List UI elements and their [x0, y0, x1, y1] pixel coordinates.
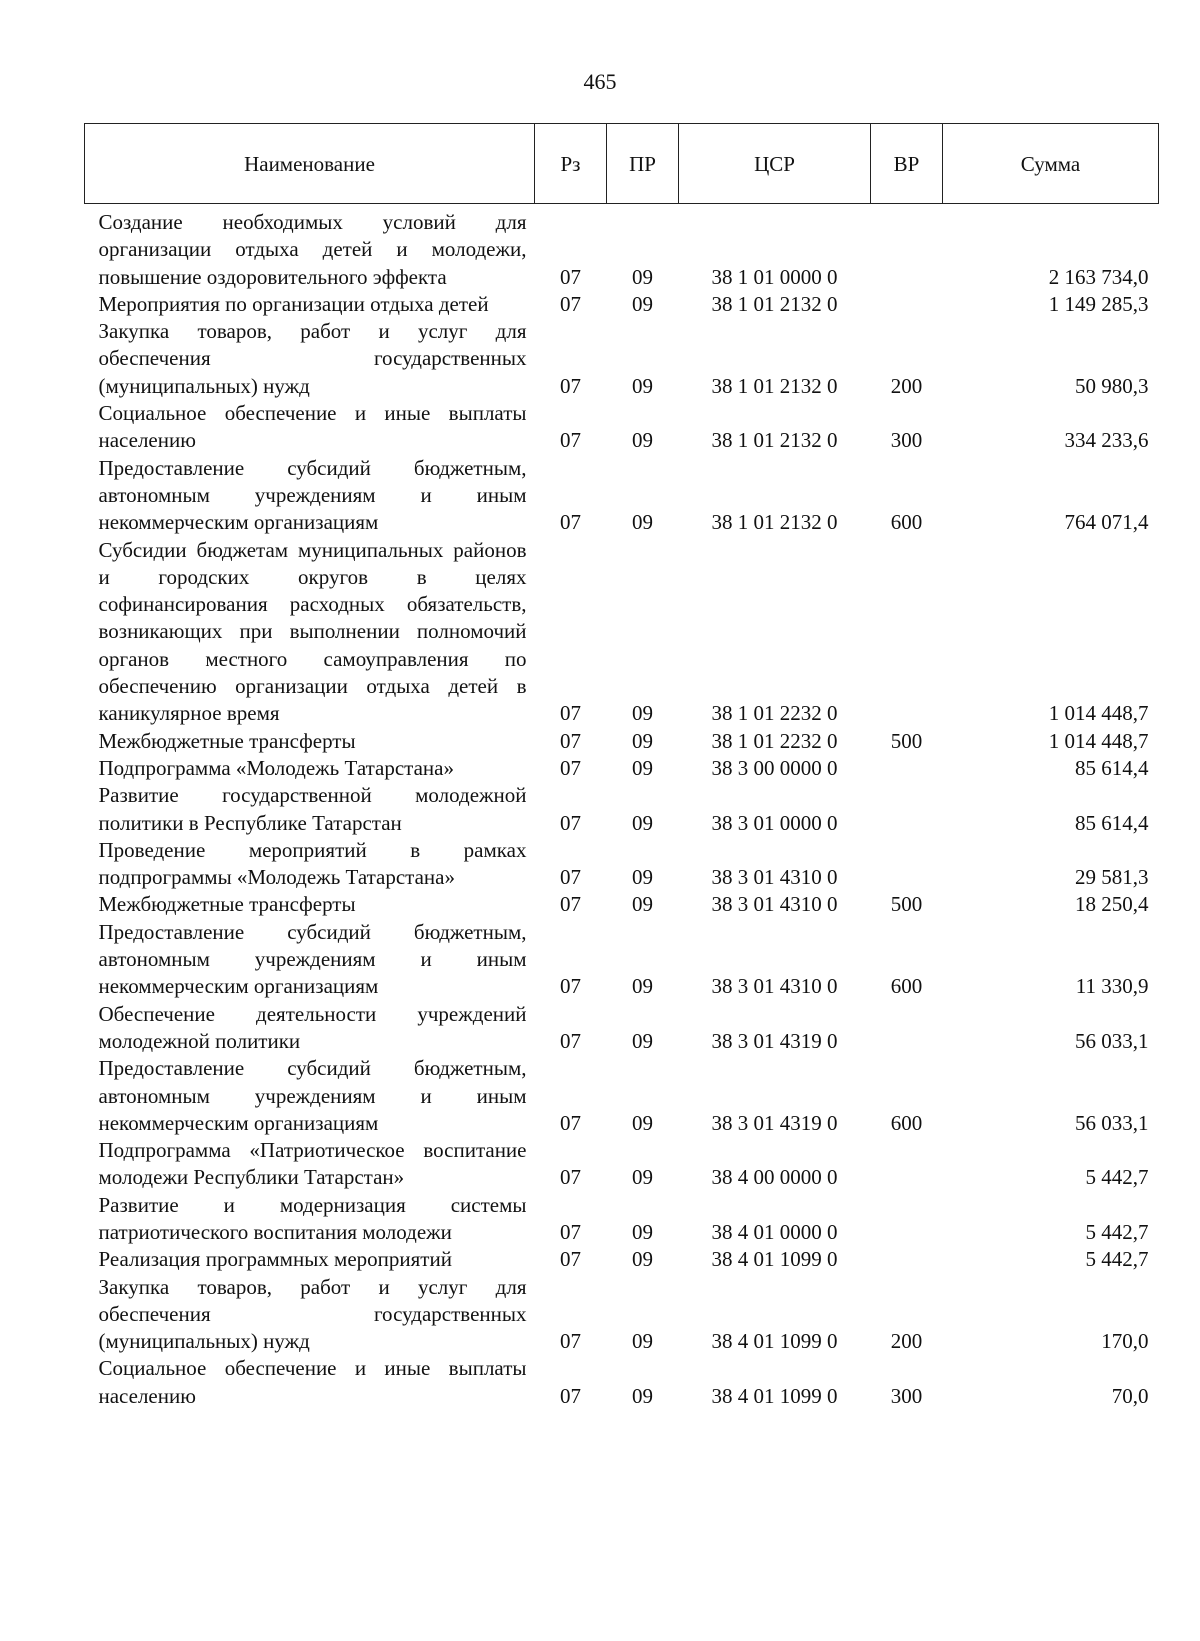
table-row: [85, 204, 1159, 291]
cell-pr: 09: [632, 373, 653, 398]
cell-name: Закупка товаров, работ и услуг для обеспечения государственных (муниципальных) нужд: [98, 1274, 527, 1354]
cell-csr: 38 3 01 4319 0: [711, 1110, 838, 1135]
cell-csr: 38 3 01 4310 0: [711, 974, 838, 999]
cell-rz: 07: [560, 1110, 581, 1135]
cell-sum: 85 614,4: [1075, 810, 1149, 835]
cell-rz: 07: [560, 755, 581, 780]
cell-name: Реализация программных мероприятий: [98, 1247, 452, 1272]
cell-vr: 500: [890, 892, 923, 917]
cell-sum: 334 233,6: [1064, 428, 1149, 453]
cell-csr: 38 3 01 4310 0: [711, 865, 838, 890]
cell-pr: 09: [632, 1165, 653, 1190]
cell-vr: [871, 1192, 943, 1247]
cell-rz: 07: [560, 865, 581, 890]
cell-vr: 300: [890, 428, 923, 453]
cell-sum: 56 033,1: [1075, 1110, 1149, 1135]
cell-pr: 09: [632, 291, 653, 316]
table-row: [85, 1137, 1159, 1192]
cell-name: Межбюджетные трансферты: [98, 728, 356, 753]
cell-vr: 200: [890, 1329, 923, 1354]
cell-vr: 500: [890, 728, 923, 753]
table-row: [85, 1192, 1159, 1247]
cell-name: Обеспечение деятельности учреждений молодежной политики: [98, 1001, 527, 1053]
header-pr: ПР: [607, 124, 679, 204]
cell-csr: 38 1 01 2132 0: [711, 291, 838, 316]
cell-name: Межбюджетные трансферты: [98, 892, 356, 917]
cell-vr: [871, 1246, 943, 1273]
cell-csr: 38 3 01 4319 0: [711, 1028, 838, 1053]
cell-pr: 09: [632, 1028, 653, 1053]
cell-name: Подпрограмма «Патриотическое воспитание молодежи Республики Татарстан»: [98, 1138, 527, 1190]
cell-rz: 07: [560, 728, 581, 753]
cell-name: Подпрограмма «Молодежь Татарстана»: [98, 755, 454, 780]
cell-csr: 38 1 01 0000 0: [711, 264, 838, 289]
header-vr: ВР: [871, 124, 943, 204]
cell-csr: 38 1 01 2132 0: [711, 373, 838, 398]
header-row: [85, 124, 1159, 204]
header-name: Наименование: [85, 124, 535, 204]
cell-name: Социальное обеспечение и иные выплаты населению: [98, 1356, 527, 1408]
cell-sum: 1 014 448,7: [1048, 701, 1149, 726]
cell-pr: 09: [632, 1329, 653, 1354]
cell-csr: 38 4 01 1099 0: [711, 1247, 838, 1272]
cell-rz: 07: [560, 1383, 581, 1408]
cell-vr: 600: [890, 510, 923, 535]
cell-rz: 07: [560, 510, 581, 535]
cell-name: Предоставление субсидий бюджетным, автономным учреждениям и иным некоммерческим организациям: [98, 919, 527, 999]
page-number: 465: [583, 69, 617, 94]
cell-csr: 38 3 00 0000 0: [711, 755, 838, 780]
cell-sum: 56 033,1: [1075, 1028, 1149, 1053]
budget-table: [84, 123, 1159, 1410]
cell-csr: 38 4 00 0000 0: [711, 1165, 838, 1190]
table-row: [85, 318, 1159, 400]
cell-rz: 07: [560, 428, 581, 453]
cell-csr: 38 3 01 0000 0: [711, 810, 838, 835]
cell-sum: 1 149 285,3: [1048, 291, 1149, 316]
header-rz: Рз: [535, 124, 607, 204]
cell-name: Закупка товаров, работ и услуг для обеспечения государственных (муниципальных) нужд: [98, 319, 527, 398]
cell-sum: 85 614,4: [1075, 755, 1149, 780]
table-row: [85, 455, 1159, 537]
table-row: [85, 728, 1159, 755]
table-row: [85, 1246, 1159, 1273]
cell-vr: [871, 291, 943, 318]
cell-rz: 07: [560, 1247, 581, 1272]
cell-sum: 2 163 734,0: [1048, 264, 1149, 289]
table-row: [85, 291, 1159, 318]
cell-sum: 5 442,7: [1085, 1219, 1149, 1244]
cell-csr: 38 4 01 1099 0: [711, 1329, 838, 1354]
cell-sum: 18 250,4: [1075, 892, 1149, 917]
cell-name: Предоставление субсидий бюджетным, автономным учреждениям и иным некоммерческим организациям: [98, 1056, 527, 1135]
cell-sum: 11 330,9: [1075, 974, 1149, 999]
cell-vr: [871, 1001, 943, 1056]
cell-vr: [871, 537, 943, 728]
cell-pr: 09: [632, 1219, 653, 1244]
cell-pr: 09: [632, 755, 653, 780]
cell-sum: 170,0: [1101, 1329, 1149, 1354]
table-row: [85, 837, 1159, 892]
cell-rz: 07: [560, 1028, 581, 1053]
cell-rz: 07: [560, 810, 581, 835]
cell-name: Социальное обеспечение и иные выплаты населению: [98, 401, 527, 453]
cell-rz: 07: [560, 892, 581, 917]
cell-pr: 09: [632, 892, 653, 917]
cell-sum: 70,0: [1111, 1383, 1149, 1408]
cell-csr: 38 1 01 2232 0: [711, 701, 838, 726]
cell-vr: 200: [890, 373, 923, 398]
cell-rz: 07: [560, 974, 581, 999]
cell-csr: 38 1 01 2132 0: [711, 510, 838, 535]
cell-pr: 09: [632, 264, 653, 289]
cell-sum: 764 071,4: [1064, 510, 1149, 535]
table-row: [85, 1355, 1159, 1410]
cell-sum: 50 980,3: [1075, 373, 1149, 398]
cell-name: Субсидии бюджетам муниципальных районов и городских округов в целях софинансирования расходных обязательств, возникающих при выполнении полномочий органов местного самоуправления по обеспечению организации отдыха детей в каникулярное время: [98, 537, 527, 726]
cell-pr: 09: [632, 510, 653, 535]
cell-csr: 38 4 01 0000 0: [711, 1219, 838, 1244]
cell-sum: 29 581,3: [1075, 865, 1149, 890]
cell-pr: 09: [632, 974, 653, 999]
cell-pr: 09: [632, 1383, 653, 1408]
cell-pr: 09: [632, 1247, 653, 1272]
cell-rz: 07: [560, 264, 581, 289]
table-row: [85, 1055, 1159, 1137]
cell-vr: [871, 755, 943, 782]
cell-rz: 07: [560, 1329, 581, 1354]
cell-rz: 07: [560, 1165, 581, 1190]
table-row: [85, 782, 1159, 837]
header-csr: ЦСР: [679, 124, 871, 204]
cell-rz: 07: [560, 373, 581, 398]
cell-vr: 300: [890, 1383, 923, 1408]
cell-csr: 38 1 01 2132 0: [711, 428, 838, 453]
cell-vr: [871, 1137, 943, 1192]
table-row: [85, 537, 1159, 728]
cell-vr: [871, 837, 943, 892]
cell-sum: 5 442,7: [1085, 1165, 1149, 1190]
header-sum: Сумма: [943, 124, 1159, 204]
cell-pr: 09: [632, 701, 653, 726]
cell-vr: [871, 204, 943, 291]
cell-rz: 07: [560, 291, 581, 316]
table-body: [85, 204, 1159, 1411]
table-row: [85, 891, 1159, 918]
cell-name: Проведение мероприятий в рамках подпрограммы «Молодежь Татарстана»: [98, 837, 527, 890]
cell-pr: 09: [632, 1110, 653, 1135]
cell-name: Мероприятия по организации отдыха детей: [98, 291, 489, 316]
cell-name: Развитие государственной молодежной политики в Республике Татарстан: [98, 783, 527, 835]
cell-pr: 09: [632, 728, 653, 753]
cell-csr: 38 1 01 2232 0: [711, 728, 838, 753]
table-row: [85, 400, 1159, 455]
cell-rz: 07: [560, 1219, 581, 1244]
table-row: [85, 755, 1159, 782]
cell-sum: 5 442,7: [1085, 1247, 1149, 1272]
cell-sum: 1 014 448,7: [1048, 728, 1149, 753]
cell-csr: 38 3 01 4310 0: [711, 892, 838, 917]
cell-rz: 07: [560, 701, 581, 726]
table-row: [85, 1274, 1159, 1356]
cell-vr: [871, 782, 943, 837]
table-header: [85, 124, 1159, 204]
cell-pr: 09: [632, 428, 653, 453]
cell-pr: 09: [632, 810, 653, 835]
cell-vr: 600: [890, 974, 923, 999]
cell-csr: 38 4 01 1099 0: [711, 1383, 838, 1408]
table-row: [85, 919, 1159, 1001]
cell-name: Предоставление субсидий бюджетным, автономным учреждениям и иным некоммерческим организациям: [98, 455, 527, 535]
cell-vr: 600: [890, 1110, 923, 1135]
cell-pr: 09: [632, 865, 653, 890]
cell-name: Развитие и модернизация системы патриотического воспитания молодежи: [98, 1192, 527, 1244]
table-row: [85, 1001, 1159, 1056]
cell-name: Создание необходимых условий для организации отдыха детей и молодежи, повышение оздоровительного эффекта: [98, 210, 527, 289]
